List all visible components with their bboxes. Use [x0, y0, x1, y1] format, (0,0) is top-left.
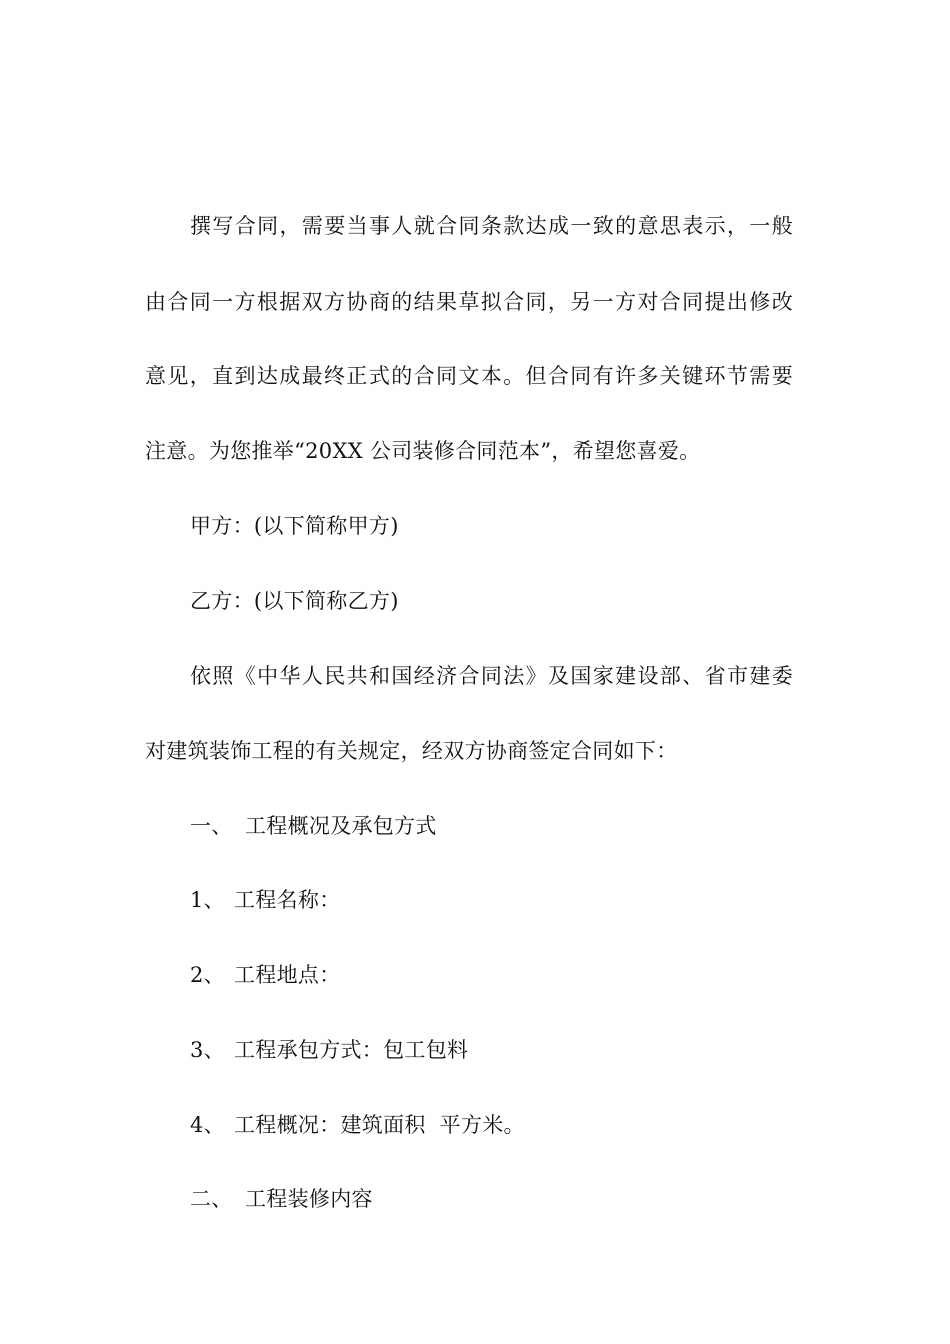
intro-line-2: 由合同一方根据双方协商的结果草拟合同，另一方对合同提出修改: [145, 290, 793, 314]
intro-line-4: 注意。为您推举“20XX 公司装修合同范本”，希望您喜爱。: [145, 439, 701, 463]
section-heading-2: [190, 1185, 850, 1213]
section-heading-1: [190, 812, 850, 840]
item-text: 工程名称：: [234, 888, 341, 912]
intro-line-3: 意见，直到达成最终正式的合同文本。但合同有许多关键环节需要: [145, 364, 793, 388]
intro-line-1: 撰写合同，需要当事人就合同条款达成一致的意思表示，一般: [190, 214, 793, 238]
item-number: 4、: [190, 1113, 225, 1137]
item-number: 2、: [190, 963, 225, 987]
list-item: [190, 886, 850, 914]
party-a-line: 甲方：(以下简称甲方): [190, 514, 399, 538]
list-item: [190, 961, 850, 989]
item-text: 工程地点：: [234, 963, 341, 987]
section-title: 工程装修内容: [245, 1187, 373, 1211]
item-number: 1、: [190, 888, 225, 912]
list-item: [190, 1111, 850, 1139]
basis-line-2: 对建筑装饰工程的有关规定，经双方协商签定合同如下：: [145, 739, 678, 763]
item-number: 3、: [190, 1038, 225, 1062]
section-number: 二、: [190, 1187, 233, 1211]
basis-line-1: 依照《中华人民共和国经济合同法》及国家建设部、省市建委: [190, 664, 793, 688]
item-text: 工程承包方式：包工包料: [234, 1038, 469, 1062]
list-item: [190, 1036, 850, 1064]
section-title: 工程概况及承包方式: [245, 814, 437, 838]
party-b-line: 乙方：(以下简称乙方): [190, 589, 399, 613]
item-text: 工程概况：建筑面积 平方米。: [234, 1113, 525, 1137]
section-number: 一、: [190, 814, 233, 838]
